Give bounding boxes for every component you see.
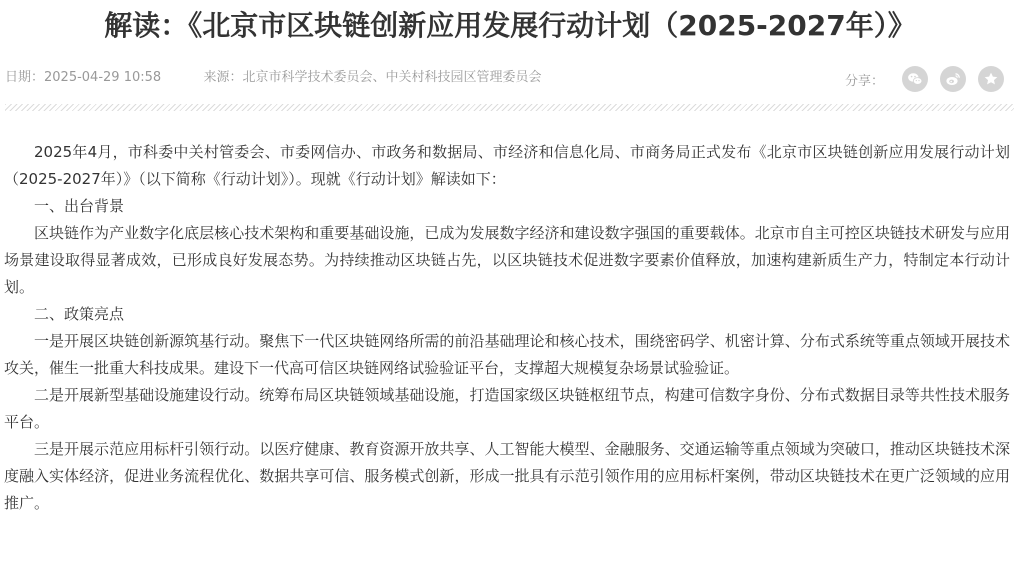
article-body [4, 139, 1010, 517]
article-title: 解读：《北京市区块链创新应用发展行动计划（2025-2027年）》 [104, 9, 916, 42]
intro-paragraph: 2025年4月，市科委中关村管委会、市委网信办、市政务和数据局、市经济和信息化局、市商务局正式发布《北京市区块链创新应用发展行动计划（2025-2027年）》（以下简称《行动计划》）。现就《行动计划》解读如下： [4, 143, 1010, 188]
share-label: 分享： [844, 73, 884, 89]
favorite-button[interactable] [978, 66, 1004, 92]
background-paragraph: 区块链作为产业数字化底层核心技术架构和重要基础设施，已成为发展数字经济和建设数字强国的重要载体。北京市自主可控区块链技术研发与应用场景建设取得显著成效，已形成良好发展态势。为持续推动区块链占先，以区块链技术促进数字要素价值释放，加速构建新质生产力，特制定本行动计划。 [4, 224, 1010, 296]
weibo-share-button[interactable] [940, 66, 966, 92]
favorite-star-icon [983, 71, 999, 87]
wechat-icon [907, 71, 923, 87]
section-heading-background: 一、出台背景 [34, 197, 125, 215]
section-heading-highlights: 二、政策亮点 [34, 305, 125, 323]
date-label: 日期： [5, 70, 45, 85]
article-meta [5, 66, 541, 85]
highlight-point-2: 二是开展新型基础设施建设行动。统筹布局区块链领域基础设施，打造国家级区块链枢纽节点，构建可信数字身份、分布式数据目录等共性技术服务平台。 [4, 386, 1010, 431]
weibo-icon [945, 71, 961, 87]
date-value: 2025-04-29 10:58 [44, 70, 162, 85]
source-value: 北京市科学技术委员会、中关村科技园区管理委员会 [242, 70, 542, 85]
share-bar [845, 64, 1004, 94]
highlight-point-1: 一是开展区块链创新源筑基行动。聚焦下一代区块链网络所需的前沿基础理论和核心技术，围绕密码学、机密计算、分布式系统等重点领域开展技术攻关，催生一批重大科技成果。建设下一代高可信区块链网络试验验证平台，支撑超大规模复杂场景试验验证。 [4, 332, 1010, 377]
highlight-point-3: 三是开展示范应用标杆引领行动。以医疗健康、教育资源开放共享、人工智能大模型、金融服务、交通运输等重点领域为突破口，推动区块链技术深度融入实体经济，促进业务流程优化、数据共享可信、服务模式创新，形成一批具有示范引领作用的应用标杆案例，带动区块链技术在更广泛领域的应用推广。 [4, 440, 1010, 512]
hatched-divider [5, 104, 1014, 111]
wechat-share-button[interactable] [902, 66, 928, 92]
source-label: 来源： [203, 70, 243, 85]
